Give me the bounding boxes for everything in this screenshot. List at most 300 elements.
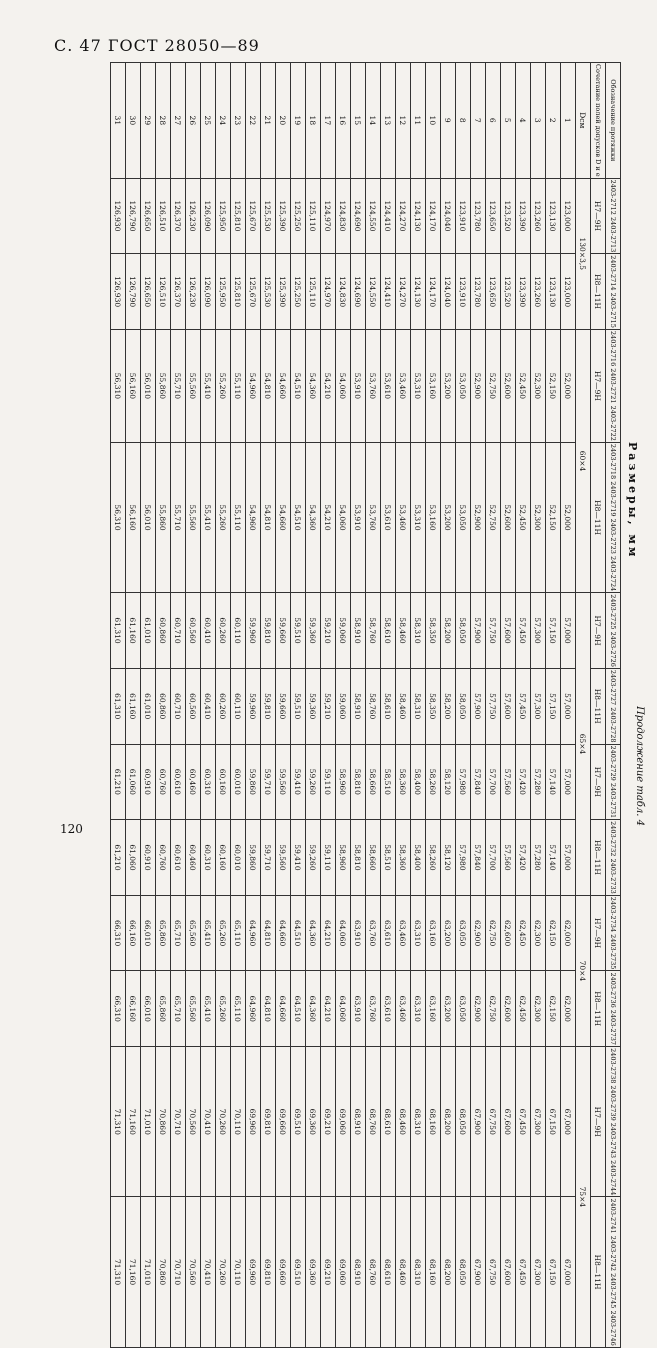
table-cell: 68,050 (456, 1047, 471, 1197)
tooth-number: 27 (171, 63, 186, 179)
table-cell: 58,910 (351, 593, 366, 669)
table-cell: 124,130 (411, 178, 426, 254)
table-cell: 52,600 (501, 329, 516, 442)
table-row (111, 63, 126, 1348)
table-row (396, 63, 411, 1348)
table-cell: 60,110 (231, 593, 246, 669)
table-cell: 126,370 (171, 254, 186, 330)
table-cell: 125,530 (261, 178, 276, 254)
table-cell: 58,400 (411, 820, 426, 896)
continuation-label: Продолжение табл. 4 (634, 706, 645, 826)
table-cell: 59,360 (306, 593, 321, 669)
table-row (351, 63, 366, 1348)
table-cell: 68,200 (441, 1197, 456, 1347)
table-cell: 58,360 (396, 820, 411, 896)
table-cell: 63,460 (396, 971, 411, 1047)
table-cell: 126,650 (141, 254, 156, 330)
table-row (456, 63, 471, 1348)
tooth-number: 10 (426, 63, 441, 179)
designation-cell: 2403-2741 2403-2742 2403-2745 2403-2746 (606, 1197, 621, 1347)
table-cell: 63,310 (411, 971, 426, 1047)
table-cell: 53,760 (366, 442, 381, 592)
table-cell: 69,060 (336, 1047, 351, 1197)
table-cell: 123,390 (516, 254, 531, 330)
table-cell: 57,000 (561, 668, 576, 744)
table-cell: 70,260 (216, 1047, 231, 1197)
table-cell: 62,900 (471, 971, 486, 1047)
tooth-number: 9 (441, 63, 456, 179)
table-cell: 67,300 (531, 1047, 546, 1197)
table-cell: 58,510 (381, 744, 396, 820)
table-cell: 68,160 (426, 1047, 441, 1197)
table-cell: 63,610 (381, 971, 396, 1047)
table-cell: 65,560 (186, 895, 201, 971)
table-cell: 57,140 (546, 820, 561, 896)
table-cell: 59,710 (261, 820, 276, 896)
table-cell: 57,420 (516, 744, 531, 820)
table-cell: 69,510 (291, 1197, 306, 1347)
table-cell: 52,300 (531, 442, 546, 592)
designation-cell: 2403-2714 2403-2715 (606, 254, 621, 330)
tooth-number: 30 (126, 63, 141, 179)
table-cell: 57,900 (471, 593, 486, 669)
table-cell: 123,260 (531, 178, 546, 254)
table-cell: 126,090 (201, 178, 216, 254)
table-cell: 124,040 (441, 254, 456, 330)
table-cell: 53,200 (441, 329, 456, 442)
table-cell: 125,110 (306, 254, 321, 330)
table-cell: 60,610 (171, 744, 186, 820)
table-cell: 53,050 (456, 329, 471, 442)
table-cell: 58,460 (396, 593, 411, 669)
table-cell: 125,250 (291, 178, 306, 254)
table-cell: 67,900 (471, 1047, 486, 1197)
table-cell: 52,000 (561, 329, 576, 442)
table-cell: 70,110 (231, 1197, 246, 1347)
table-cell: 58,760 (366, 593, 381, 669)
table-cell: 58,310 (411, 668, 426, 744)
table-cell: 59,360 (306, 668, 321, 744)
table-cell: 61,160 (126, 593, 141, 669)
table-cell: 124,690 (351, 254, 366, 330)
table-cell: 52,150 (546, 442, 561, 592)
table-cell: 55,560 (186, 442, 201, 592)
table-cell: 67,000 (561, 1047, 576, 1197)
table-row (516, 63, 531, 1348)
rotated-table-page (85, 62, 645, 1346)
table-cell: 71,310 (111, 1197, 126, 1347)
table-cell: 59,060 (336, 593, 351, 669)
table-cell: 125,670 (246, 178, 261, 254)
table-cell: 58,350 (426, 593, 441, 669)
tooth-number: 17 (321, 63, 336, 179)
table-cell: 124,270 (396, 254, 411, 330)
tooth-number: 23 (231, 63, 246, 179)
table-cell: 53,610 (381, 442, 396, 592)
table-cell: 58,510 (381, 820, 396, 896)
table-cell: 63,910 (351, 971, 366, 1047)
table-cell: 57,600 (501, 668, 516, 744)
table-cell: 69,060 (336, 1197, 351, 1347)
table-cell: 59,210 (321, 593, 336, 669)
table-cell: 70,260 (216, 1197, 231, 1347)
tooth-number: 29 (141, 63, 156, 179)
table-cell: 55,260 (216, 442, 231, 592)
table-cell: 61,210 (111, 820, 126, 896)
table-cell: 64,210 (321, 971, 336, 1047)
table-cell: 61,310 (111, 593, 126, 669)
table-cell: 58,200 (441, 668, 456, 744)
table-cell: 69,660 (276, 1197, 291, 1347)
table-cell: 57,420 (516, 820, 531, 896)
designation-cell: 2403-2727 2403-2728 (606, 668, 621, 744)
table-cell: 70,410 (201, 1047, 216, 1197)
table-cell: 61,310 (111, 668, 126, 744)
table-cell: 69,360 (306, 1047, 321, 1197)
table-cell: 124,690 (351, 178, 366, 254)
table-row (291, 63, 306, 1348)
table-cell: 55,110 (231, 329, 246, 442)
table-cell: 123,520 (501, 178, 516, 254)
table-cell: 123,130 (546, 178, 561, 254)
table-cell: 70,710 (171, 1197, 186, 1347)
table-cell: 125,950 (216, 178, 231, 254)
table-cell: 52,900 (471, 329, 486, 442)
table-cell: 124,550 (366, 178, 381, 254)
fit-cell: Н8—11Н (591, 1197, 606, 1347)
table-cell: 62,900 (471, 895, 486, 971)
table-cell: 53,610 (381, 329, 396, 442)
table-cell: 55,860 (156, 329, 171, 442)
table-cell: 66,010 (141, 895, 156, 971)
fit-cell: Н8—11Н (591, 254, 606, 330)
table-cell: 60,010 (231, 820, 246, 896)
fit-row (591, 63, 606, 1348)
tooth-number: 24 (216, 63, 231, 179)
table-cell: 126,230 (186, 254, 201, 330)
table-cell: 123,780 (471, 254, 486, 330)
table-cell: 71,160 (126, 1197, 141, 1347)
group-cell: 65×4 (576, 593, 591, 896)
table-cell: 65,710 (171, 971, 186, 1047)
table-cell: 58,360 (396, 744, 411, 820)
table-cell: 123,780 (471, 178, 486, 254)
table-cell: 63,200 (441, 971, 456, 1047)
table-cell: 60,860 (156, 668, 171, 744)
tooth-number: 6 (486, 63, 501, 179)
table-cell: 58,760 (366, 668, 381, 744)
table-cell: 126,790 (126, 178, 141, 254)
table-cell: 62,150 (546, 895, 561, 971)
table-cell: 57,000 (561, 744, 576, 820)
table-cell: 63,760 (366, 895, 381, 971)
table-cell: 69,210 (321, 1047, 336, 1197)
table-cell: 65,710 (171, 895, 186, 971)
table-cell: 68,460 (396, 1197, 411, 1347)
table-cell: 59,260 (306, 744, 321, 820)
table-cell: 62,000 (561, 971, 576, 1047)
table-cell: 123,910 (456, 254, 471, 330)
table-cell: 55,860 (156, 442, 171, 592)
table-cell: 56,160 (126, 442, 141, 592)
table-cell: 64,360 (306, 895, 321, 971)
table-cell: 60,110 (231, 668, 246, 744)
table-cell: 63,310 (411, 895, 426, 971)
table-cell: 125,390 (276, 254, 291, 330)
table-cell: 58,050 (456, 668, 471, 744)
tooth-number: 8 (456, 63, 471, 179)
table-cell: 57,140 (546, 744, 561, 820)
group-row (576, 63, 591, 1348)
table-cell: 66,310 (111, 971, 126, 1047)
fit-label: Сочетание полей допусков D и e (591, 63, 606, 179)
table-cell: 53,160 (426, 442, 441, 592)
table-row (186, 63, 201, 1348)
table-cell: 63,460 (396, 895, 411, 971)
table-cell: 124,170 (426, 254, 441, 330)
table-cell: 66,160 (126, 971, 141, 1047)
table-cell: 60,860 (156, 593, 171, 669)
table-cell: 59,260 (306, 820, 321, 896)
table-cell: 64,810 (261, 895, 276, 971)
table-cell: 59,210 (321, 668, 336, 744)
table-cell: 56,310 (111, 442, 126, 592)
group-cell: 75×4 (576, 1047, 591, 1348)
table-cell: 64,510 (291, 971, 306, 1047)
table-cell: 52,750 (486, 329, 501, 442)
tooth-number: 3 (531, 63, 546, 179)
table-cell: 126,370 (171, 178, 186, 254)
table-cell: 59,960 (246, 593, 261, 669)
table-cell: 55,410 (201, 329, 216, 442)
table-cell: 57,750 (486, 593, 501, 669)
table-cell: 59,110 (321, 820, 336, 896)
table-cell: 125,250 (291, 254, 306, 330)
table-cell: 64,810 (261, 971, 276, 1047)
table-cell: 66,160 (126, 895, 141, 971)
table-cell: 124,040 (441, 178, 456, 254)
table-cell: 71,010 (141, 1197, 156, 1347)
table-cell: 68,910 (351, 1047, 366, 1197)
table-cell: 58,610 (381, 668, 396, 744)
tooth-number: 31 (111, 63, 126, 179)
table-cell: 64,060 (336, 895, 351, 971)
table-cell: 70,110 (231, 1047, 246, 1197)
table-cell: 126,790 (126, 254, 141, 330)
table-cell: 63,160 (426, 971, 441, 1047)
table-cell: 59,810 (261, 668, 276, 744)
table-cell: 62,600 (501, 895, 516, 971)
table-cell: 56,010 (141, 442, 156, 592)
tooth-number: 1 (561, 63, 576, 179)
table-cell: 54,810 (261, 442, 276, 592)
tooth-number: 21 (261, 63, 276, 179)
table-cell: 62,450 (516, 895, 531, 971)
table-row (381, 63, 396, 1348)
table-row (261, 63, 276, 1348)
table-cell: 67,750 (486, 1047, 501, 1197)
table-cell: 52,450 (516, 442, 531, 592)
table-cell: 124,970 (321, 254, 336, 330)
table-cell: 52,750 (486, 442, 501, 592)
table-row (306, 63, 321, 1348)
table-cell: 62,000 (561, 895, 576, 971)
table-cell: 125,530 (261, 254, 276, 330)
table-cell: 64,660 (276, 971, 291, 1047)
table-cell: 123,390 (516, 178, 531, 254)
table-cell: 60,910 (141, 744, 156, 820)
table-cell: 54,360 (306, 329, 321, 442)
table-cell: 52,000 (561, 442, 576, 592)
designation-cell: 2403-2734 2403-2735 (606, 895, 621, 971)
table-row (486, 63, 501, 1348)
table-cell: 54,360 (306, 442, 321, 592)
tooth-number: 2 (546, 63, 561, 179)
table-cell: 58,660 (366, 744, 381, 820)
table-cell: 53,160 (426, 329, 441, 442)
table-cell: 58,310 (411, 593, 426, 669)
table-cell: 58,960 (336, 820, 351, 896)
table-cell: 53,310 (411, 329, 426, 442)
table-cell: 65,110 (231, 895, 246, 971)
tooth-number: 28 (156, 63, 171, 179)
table-cell: 55,560 (186, 329, 201, 442)
table-cell: 60,160 (216, 744, 231, 820)
table-cell: 124,410 (381, 178, 396, 254)
table-cell: 62,750 (486, 895, 501, 971)
table-cell: 64,510 (291, 895, 306, 971)
table-cell: 68,610 (381, 1197, 396, 1347)
table-cell: 65,860 (156, 971, 171, 1047)
table-row (201, 63, 216, 1348)
table-cell: 52,450 (516, 329, 531, 442)
tooth-number: 7 (471, 63, 486, 179)
table-cell: 126,650 (141, 178, 156, 254)
table-cell: 54,660 (276, 442, 291, 592)
table-cell: 68,610 (381, 1047, 396, 1197)
designation-cell: 2403-2712 2403-2713 (606, 178, 621, 254)
table-cell: 67,450 (516, 1197, 531, 1347)
table-cell: 60,760 (156, 820, 171, 896)
dcm-label: Dсм (576, 63, 591, 179)
table-cell: 52,150 (546, 329, 561, 442)
tooth-number: 4 (516, 63, 531, 179)
table-cell: 70,560 (186, 1047, 201, 1197)
table-cell: 59,960 (246, 668, 261, 744)
table-cell: 123,260 (531, 254, 546, 330)
tooth-number: 5 (501, 63, 516, 179)
table-cell: 71,160 (126, 1047, 141, 1197)
table-row (321, 63, 336, 1348)
table-cell: 57,900 (471, 668, 486, 744)
table-cell: 123,130 (546, 254, 561, 330)
table-cell: 60,260 (216, 593, 231, 669)
table-cell: 67,900 (471, 1197, 486, 1347)
table-cell: 123,650 (486, 178, 501, 254)
table-cell: 55,710 (171, 442, 186, 592)
sizes-title: Размеры, мм (626, 442, 639, 560)
table-cell: 70,710 (171, 1047, 186, 1197)
designation-row (606, 63, 621, 1348)
table-cell: 126,930 (111, 254, 126, 330)
table-cell: 124,970 (321, 178, 336, 254)
table-row (156, 63, 171, 1348)
table-cell: 65,110 (231, 971, 246, 1047)
table-cell: 57,700 (486, 744, 501, 820)
table-cell: 126,090 (201, 254, 216, 330)
table-cell: 67,450 (516, 1047, 531, 1197)
table-cell: 126,510 (156, 254, 171, 330)
table-cell: 64,360 (306, 971, 321, 1047)
table-cell: 62,300 (531, 971, 546, 1047)
table-cell: 62,600 (501, 971, 516, 1047)
table-cell: 67,750 (486, 1197, 501, 1347)
table-row (126, 63, 141, 1348)
table-cell: 59,560 (276, 744, 291, 820)
table-cell: 70,860 (156, 1197, 171, 1347)
table-cell: 62,750 (486, 971, 501, 1047)
table-cell: 57,300 (531, 593, 546, 669)
table-cell: 57,700 (486, 820, 501, 896)
table-cell: 64,210 (321, 895, 336, 971)
table-cell: 69,960 (246, 1197, 261, 1347)
table-cell: 58,460 (396, 668, 411, 744)
table-cell: 54,210 (321, 442, 336, 592)
table-cell: 63,610 (381, 895, 396, 971)
table-cell: 58,260 (426, 820, 441, 896)
table-cell: 59,710 (261, 744, 276, 820)
table-cell: 125,950 (216, 254, 231, 330)
fit-cell: Н8—11Н (591, 668, 606, 744)
table-cell: 69,510 (291, 1047, 306, 1197)
table-row (561, 63, 576, 1348)
table-cell: 55,410 (201, 442, 216, 592)
table-cell: 68,310 (411, 1197, 426, 1347)
fit-cell: Н8—11Н (591, 820, 606, 896)
table-cell: 58,960 (336, 744, 351, 820)
table-cell: 124,830 (336, 254, 351, 330)
group-cell: 60×4 (576, 329, 591, 592)
table-cell: 63,160 (426, 895, 441, 971)
table-cell: 53,910 (351, 329, 366, 442)
table-row (336, 63, 351, 1348)
table-cell: 69,210 (321, 1197, 336, 1347)
table-cell: 60,410 (201, 593, 216, 669)
table-row (171, 63, 186, 1348)
table-cell: 57,150 (546, 668, 561, 744)
table-cell: 60,560 (186, 668, 201, 744)
table-row (216, 63, 231, 1348)
table-cell: 57,150 (546, 593, 561, 669)
table-cell: 60,310 (201, 820, 216, 896)
table-row (441, 63, 456, 1348)
table-cell: 58,610 (381, 593, 396, 669)
table-cell: 60,710 (171, 668, 186, 744)
table-cell: 60,560 (186, 593, 201, 669)
table-cell: 58,200 (441, 593, 456, 669)
table-cell: 63,760 (366, 971, 381, 1047)
table-cell: 67,300 (531, 1197, 546, 1347)
table-cell: 62,150 (546, 971, 561, 1047)
table-cell: 65,560 (186, 971, 201, 1047)
table-cell: 57,840 (471, 820, 486, 896)
table-cell: 56,310 (111, 329, 126, 442)
table-row (231, 63, 246, 1348)
table-row (501, 63, 516, 1348)
tooth-number: 26 (186, 63, 201, 179)
table-cell: 57,750 (486, 668, 501, 744)
table-cell: 70,560 (186, 1197, 201, 1347)
